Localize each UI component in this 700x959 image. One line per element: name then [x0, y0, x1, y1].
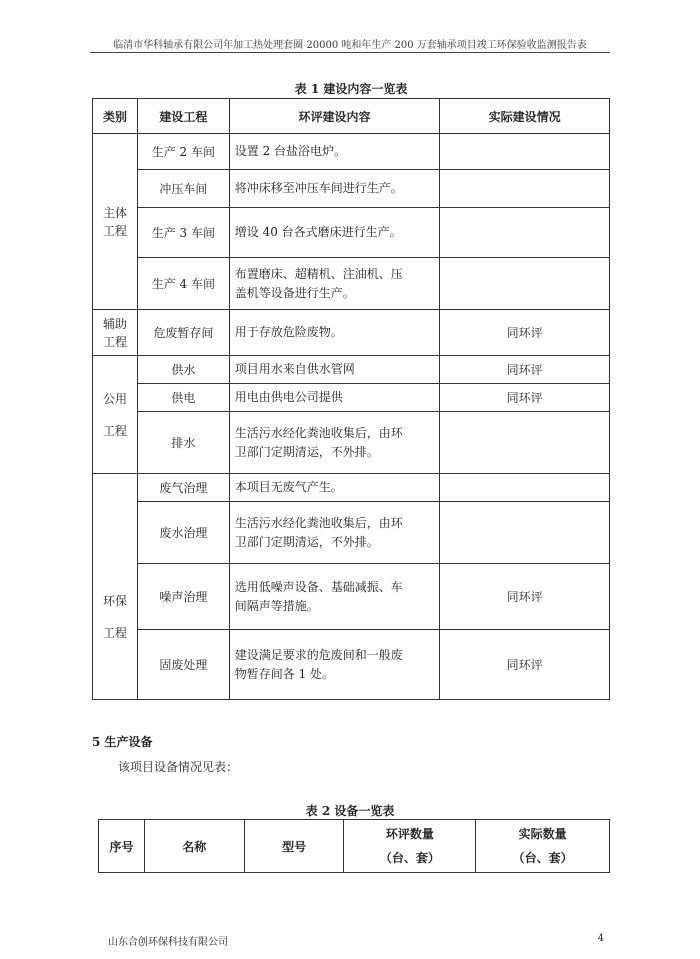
table-row: [93, 630, 610, 700]
table-row: [93, 384, 610, 412]
table-row: [93, 564, 610, 630]
category-cell: 辅助 工程: [93, 310, 138, 356]
table2-header-actual-qty: 实际数量 （台、套）: [476, 820, 610, 873]
project-cell: 固废处理: [137, 630, 229, 700]
table-row: [93, 310, 610, 356]
table1-caption-row: [93, 78, 610, 99]
section-heading: 5 生产设备: [92, 735, 153, 749]
actual-cell: [440, 502, 610, 564]
table1-header-category: 类别: [93, 99, 138, 134]
project-cell: 排水: [137, 412, 229, 474]
table1-header-row: [93, 99, 610, 134]
desc-cell: 建设满足要求的危废间和一般废 物暂存间各 1 处。: [229, 630, 440, 700]
desc-cell: 增设 40 台各式磨床进行生产。: [229, 208, 440, 258]
actual-cell: [440, 208, 610, 258]
table-row: [93, 170, 610, 208]
table1-header-project: 建设工程: [137, 99, 229, 134]
desc-cell: 将冲床移至冲压车间进行生产。: [229, 170, 440, 208]
category-cell: 主体 工程: [93, 134, 138, 310]
desc-cell: 生活污水经化粪池收集后，由环 卫部门定期清运，不外排。: [229, 412, 440, 474]
table-row: [93, 134, 610, 170]
desc-cell: 布置磨床、超精机、注油机、压 盖机等设备进行生产。: [229, 258, 440, 310]
table1-header-actual: 实际建设情况: [440, 99, 610, 134]
desc-cell: 用电由供电公司提供: [229, 384, 440, 412]
actual-cell: [440, 412, 610, 474]
category-cell: 环保 工程: [93, 474, 138, 700]
project-cell: 噪声治理: [137, 564, 229, 630]
actual-cell: [440, 474, 610, 502]
actual-cell: [440, 258, 610, 310]
project-cell: 生产 2 车间: [137, 134, 229, 170]
footer-company: 山东合创环保科技有限公司: [108, 937, 228, 948]
table-row: [93, 208, 610, 258]
desc-cell: 选用低噪声设备、基础减振、车 间隔声等措施。: [229, 564, 440, 630]
project-cell: 供水: [137, 356, 229, 384]
table-row: [93, 412, 610, 474]
desc-cell: 生活污水经化粪池收集后，由环 卫部门定期清运，不外排。: [229, 502, 440, 564]
table2-header-index: 序号: [99, 820, 145, 873]
actual-cell: 同环评: [440, 384, 610, 412]
actual-cell: 同环评: [440, 310, 610, 356]
header-rule: [90, 52, 610, 53]
project-cell: 生产 4 车间: [137, 258, 229, 310]
actual-cell: 同环评: [440, 564, 610, 630]
table-row: [93, 502, 610, 564]
project-cell: 供电: [137, 384, 229, 412]
actual-cell: [440, 134, 610, 170]
project-cell: 生产 3 车间: [137, 208, 229, 258]
table-row: [93, 356, 610, 384]
table1-header-eia-content: 环评建设内容: [229, 99, 440, 134]
actual-cell: [440, 170, 610, 208]
table2-header-name: 名称: [144, 820, 244, 873]
table-row: [93, 474, 610, 502]
table1-caption: 表 1 建设内容一览表: [93, 78, 610, 99]
table2-caption: 表 2 设备一览表: [305, 804, 395, 818]
actual-cell: 同环评: [440, 630, 610, 700]
desc-cell: 本项目无废气产生。: [229, 474, 440, 502]
table2-header-row: [99, 820, 610, 873]
section-intro: 该项目设备情况见表：: [118, 760, 239, 774]
construction-content-table: [92, 78, 610, 700]
desc-cell: 设置 2 台盐浴电炉。: [229, 134, 440, 170]
page-number: 4: [597, 933, 604, 944]
table2-header-model: 型号: [244, 820, 344, 873]
page-header: 临清市华科轴承有限公司年加工热处理套圈 20000 吨和年生产 200 万套轴承项目竣工环保验收监测报告表: [113, 40, 587, 51]
desc-cell: 项目用水来自供水管网: [229, 356, 440, 384]
project-cell: 危废暂存间: [137, 310, 229, 356]
table-row: [93, 258, 610, 310]
project-cell: 废水治理: [137, 502, 229, 564]
project-cell: 废气治理: [137, 474, 229, 502]
category-cell: 公用 工程: [93, 356, 138, 474]
actual-cell: 同环评: [440, 356, 610, 384]
table2-header-eia-qty: 环评数量 （台、套）: [344, 820, 476, 873]
project-cell: 冲压车间: [137, 170, 229, 208]
desc-cell: 用于存放危险废物。: [229, 310, 440, 356]
equipment-table: [98, 819, 610, 873]
